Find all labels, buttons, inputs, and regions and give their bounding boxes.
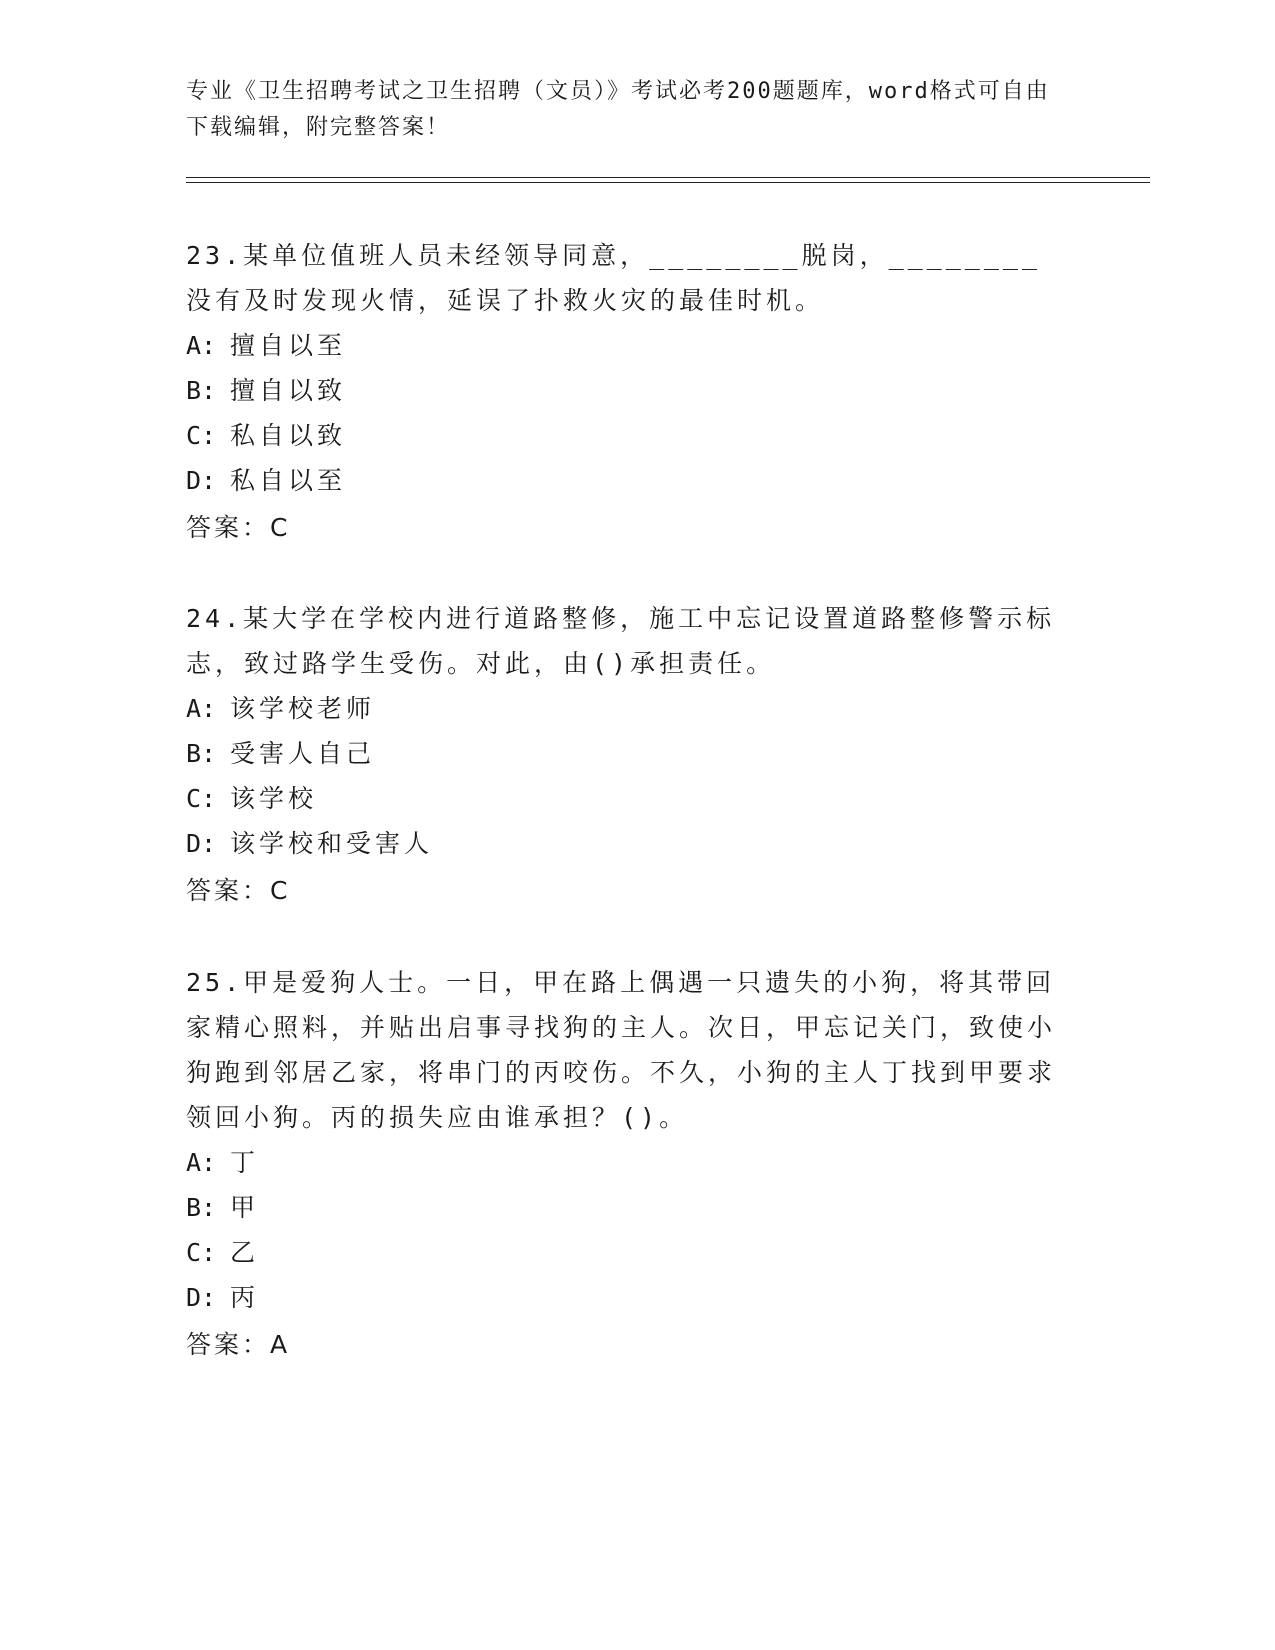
option-a bbox=[186, 686, 1066, 731]
option-a bbox=[186, 1140, 1066, 1185]
answer-line bbox=[186, 505, 1066, 550]
option-letter: A: bbox=[186, 1148, 217, 1177]
answer-value: C bbox=[270, 513, 289, 542]
option-d bbox=[186, 458, 1066, 503]
answer-line bbox=[186, 868, 1066, 913]
option-text: 擅自以至 bbox=[230, 331, 347, 360]
option-text: 受害人自己 bbox=[230, 739, 376, 768]
option-letter: B: bbox=[186, 739, 217, 768]
document-header: 专业《卫生招聘考试之卫生招聘（文员）》考试必考200题题库，word格式可自由下载编辑，附完整答案！ bbox=[186, 79, 1050, 140]
header-divider-top bbox=[186, 177, 1150, 178]
question-block bbox=[186, 596, 1066, 913]
option-b bbox=[186, 368, 1066, 413]
option-text: 该学校老师 bbox=[230, 694, 376, 723]
answer-line bbox=[186, 1322, 1066, 1367]
option-letter: A: bbox=[186, 331, 217, 360]
option-text: 乙 bbox=[230, 1238, 260, 1267]
option-d bbox=[186, 1275, 1066, 1320]
option-b bbox=[186, 731, 1066, 776]
option-letter: D: bbox=[186, 1283, 217, 1312]
question-block bbox=[186, 233, 1066, 550]
option-c bbox=[186, 413, 1066, 458]
answer-value: A bbox=[270, 1330, 289, 1359]
option-a bbox=[186, 323, 1066, 368]
option-c bbox=[186, 776, 1066, 821]
option-text: 该学校 bbox=[230, 784, 318, 813]
option-text: 私自以至 bbox=[230, 466, 347, 495]
option-letter: C: bbox=[186, 1238, 217, 1267]
option-d bbox=[186, 821, 1066, 866]
option-letter: A: bbox=[186, 694, 217, 723]
question-stem: 23.某单位值班人员未经领导同意，________脱岗，________没有及时发现火情，延误了扑救火灾的最佳时机。 bbox=[186, 241, 1041, 315]
question-block bbox=[186, 960, 1066, 1367]
header-divider-bottom bbox=[186, 182, 1150, 183]
option-text: 丁 bbox=[230, 1148, 260, 1177]
option-b bbox=[186, 1185, 1066, 1230]
option-text: 擅自以致 bbox=[230, 376, 347, 405]
answer-value: C bbox=[270, 876, 289, 905]
option-text: 私自以致 bbox=[230, 421, 347, 450]
answer-label: 答案： bbox=[186, 876, 271, 905]
option-letter: B: bbox=[186, 376, 217, 405]
option-letter: D: bbox=[186, 829, 217, 858]
option-letter: D: bbox=[186, 466, 217, 495]
question-stem: 24.某大学在学校内进行道路整修，施工中忘记设置道路整修警示标志，致过路学生受伤。对此，由()承担责任。 bbox=[186, 604, 1056, 678]
option-letter: B: bbox=[186, 1193, 217, 1222]
option-letter: C: bbox=[186, 421, 217, 450]
answer-label: 答案： bbox=[186, 513, 271, 542]
option-text: 甲 bbox=[230, 1193, 260, 1222]
option-text: 丙 bbox=[230, 1283, 260, 1312]
option-text: 该学校和受害人 bbox=[230, 829, 434, 858]
option-letter: C: bbox=[186, 784, 217, 813]
option-c bbox=[186, 1230, 1066, 1275]
question-stem: 25.甲是爱狗人士。一日，甲在路上偶遇一只遗失的小狗，将其带回家精心照料，并贴出启事寻找狗的主人。次日，甲忘记关门，致使小狗跑到邻居乙家，将串门的丙咬伤。不久，小狗的主人丁找到甲要求领回小狗。丙的损失应由谁承担？()。 bbox=[186, 968, 1057, 1132]
answer-label: 答案： bbox=[186, 1330, 271, 1359]
